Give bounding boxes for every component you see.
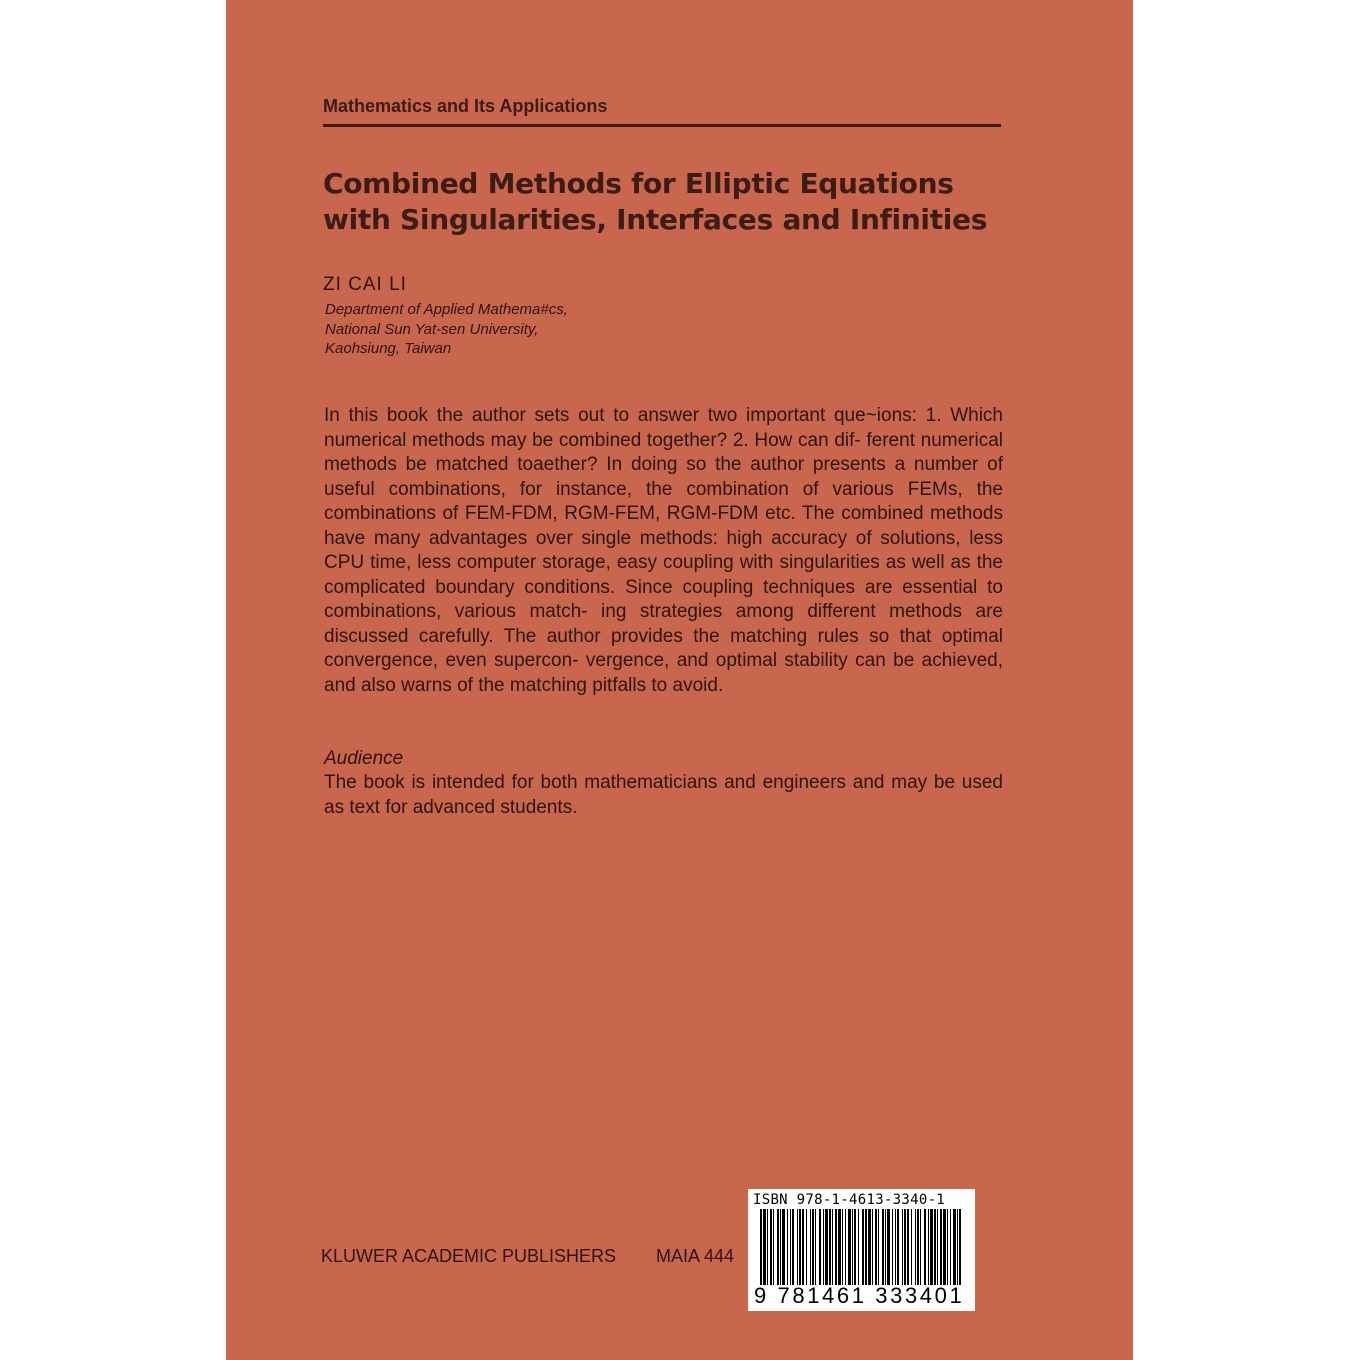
barcode-bar bbox=[907, 1209, 909, 1285]
barcode-bar bbox=[845, 1209, 846, 1285]
book-description: In this book the author sets out to answer two important que~ions: 1. Which numerical methods may be combined together? 2. How can dif- ferent numerical methods be matched toaether? In doing so the author presents a number of useful combinations, for instance, the combination of various FEMs, the combinations of FEM-FDM, RGM-FEM, RGM-FDM etc. The combined methods have many advantages over single methods: high accuracy of solutions, less CPU time, less computer storage, easy coupling with singularities as well as the complicated boundary conditions. Since coupling techniques are essential to combinations, various match- ing strategies among different methods are discussed carefully. The author provides the matching rules so that optimal convergence, even supercon- vergence, and optimal stability can be achieved, and also warns of the matching pitfalls to avoid. bbox=[324, 405, 1003, 696]
barcode-bar bbox=[915, 1209, 916, 1285]
barcode-bar bbox=[878, 1209, 879, 1285]
barcode-bar bbox=[892, 1209, 893, 1285]
barcode-bar bbox=[852, 1209, 853, 1285]
barcode-bar bbox=[792, 1209, 794, 1285]
barcode-bar bbox=[773, 1209, 774, 1285]
barcode-bar bbox=[872, 1209, 873, 1285]
barcode-digits: 9 781461 333401 bbox=[754, 1283, 965, 1308]
barcode-bar bbox=[911, 1209, 912, 1285]
book-title-line-2: with Singularities, Interfaces and Infinities bbox=[323, 203, 988, 236]
barcode-bar bbox=[865, 1209, 867, 1285]
barcode-bar bbox=[842, 1209, 843, 1285]
barcode-bar bbox=[934, 1209, 936, 1285]
barcode-bar bbox=[787, 1209, 788, 1285]
barcode-bar bbox=[957, 1209, 958, 1285]
barcode-bar bbox=[790, 1209, 791, 1285]
barcode-bar bbox=[920, 1209, 921, 1285]
barcode-bar bbox=[930, 1209, 933, 1285]
barcode-bar bbox=[767, 1209, 768, 1285]
barcode-bars bbox=[752, 1209, 971, 1285]
barcode-bar bbox=[940, 1209, 942, 1285]
series-name: Mathematics and Its Applications bbox=[323, 96, 608, 116]
barcode-bar bbox=[885, 1209, 886, 1285]
audience-heading: Audience bbox=[324, 748, 404, 769]
barcode-bar bbox=[802, 1209, 804, 1285]
publisher-name: KLUWER ACADEMIC PUBLISHERS bbox=[321, 1246, 617, 1266]
barcode-bar bbox=[917, 1209, 919, 1285]
barcode-bar bbox=[823, 1209, 824, 1285]
barcode-bar bbox=[887, 1209, 890, 1285]
barcode-bar bbox=[848, 1209, 851, 1285]
barcode-bar bbox=[797, 1209, 798, 1285]
series-divider bbox=[323, 124, 1001, 127]
author-name: ZI CAI LI bbox=[323, 274, 407, 295]
barcode-bar bbox=[829, 1209, 831, 1285]
barcode-bar bbox=[835, 1209, 837, 1285]
barcode-bar bbox=[875, 1209, 877, 1285]
book-back-cover bbox=[226, 0, 1133, 1360]
barcode-bar bbox=[815, 1209, 816, 1285]
barcode-bar bbox=[904, 1209, 906, 1285]
barcode-bar bbox=[950, 1209, 951, 1285]
barcode-bar bbox=[943, 1209, 946, 1285]
affiliation-line-2: National Sun Yat-sen University, bbox=[325, 320, 539, 338]
barcode-bar bbox=[806, 1209, 807, 1285]
barcode-bar bbox=[854, 1209, 856, 1285]
barcode-bar bbox=[780, 1209, 781, 1285]
book-title bbox=[323, 166, 1023, 238]
barcode-bar bbox=[882, 1209, 884, 1285]
barcode-bar bbox=[819, 1209, 821, 1285]
barcode-bar bbox=[763, 1209, 766, 1285]
barcode-bar bbox=[862, 1209, 864, 1285]
barcode-bar bbox=[838, 1209, 841, 1285]
barcode-bar bbox=[868, 1209, 871, 1285]
book-title-line-1: Combined Methods for Elliptic Equations bbox=[323, 167, 954, 200]
barcode-bar bbox=[832, 1209, 833, 1285]
barcode-bar bbox=[760, 1209, 762, 1285]
barcode-bar bbox=[928, 1209, 929, 1285]
barcode-bar bbox=[782, 1209, 785, 1285]
barcode-bar bbox=[947, 1209, 948, 1285]
barcode-bar bbox=[937, 1209, 938, 1285]
barcode-bar bbox=[902, 1209, 903, 1285]
barcode-bar bbox=[799, 1209, 801, 1285]
isbn-barcode bbox=[748, 1189, 975, 1311]
barcode-bar bbox=[959, 1209, 961, 1285]
barcode-bar bbox=[895, 1209, 896, 1285]
isbn-label: ISBN 978-1-4613-3340-1 bbox=[753, 1192, 946, 1208]
audience-text: The book is intended for both mathematicians and engineers and may be used as text for advanced students. bbox=[324, 772, 1003, 818]
barcode-bar bbox=[924, 1209, 926, 1285]
series-number: MAIA 444 bbox=[656, 1246, 735, 1266]
barcode-bar bbox=[858, 1209, 859, 1285]
affiliation-line-1: Department of Applied Mathema#cs, bbox=[325, 301, 568, 318]
barcode-bar bbox=[812, 1209, 814, 1285]
affiliation-line-3: Kaohsiung, Taiwan bbox=[325, 340, 452, 357]
barcode-bar bbox=[810, 1209, 811, 1285]
barcode-bar bbox=[953, 1209, 956, 1285]
barcode-bar bbox=[897, 1209, 899, 1285]
barcode-bar bbox=[777, 1209, 779, 1285]
author-affiliation bbox=[325, 300, 568, 359]
barcode-bar bbox=[825, 1209, 828, 1285]
barcode-bar bbox=[770, 1209, 772, 1285]
